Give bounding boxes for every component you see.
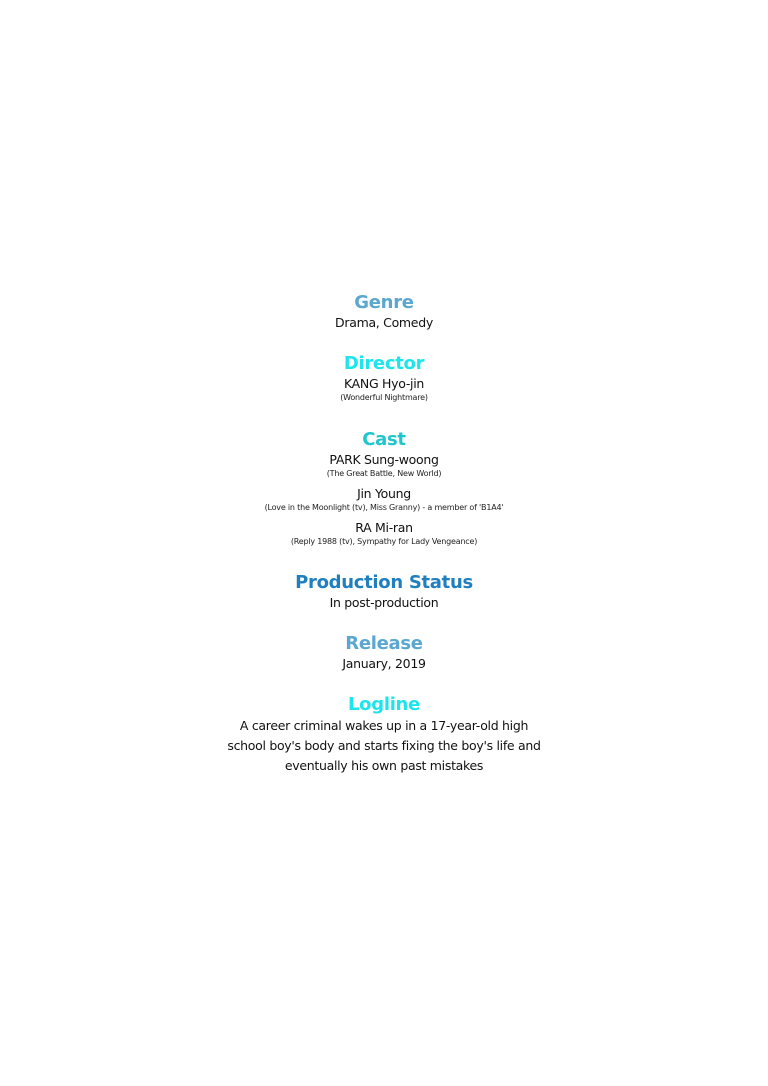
cast-member [0,519,768,553]
genre-section [0,292,768,353]
release-heading: Release [345,633,423,654]
director-name: KANG Hyo-jin [344,376,424,391]
cast-member-credits: (Reply 1988 (tv), Sympathy for Lady Vengeance) [290,537,478,546]
film-info [0,292,768,776]
cast-member [0,485,768,519]
cast-member-credits: (The Great Battle, New World) [326,469,442,478]
cast-member-credits: (Love in the Moonlight (tv), Miss Granny) - a member of 'B1A4' [264,503,504,512]
cast-section [0,429,768,572]
release-section [0,633,768,694]
production-status-value: In post-production [329,595,439,610]
logline-section [0,694,768,776]
cast-heading: Cast [362,429,406,450]
cast-member-name: Jin Young [357,486,411,501]
director-heading: Director [343,353,425,374]
director-section [0,353,768,429]
genre-heading: Genre [354,292,414,313]
cast-member-name: PARK Sung-woong [329,452,439,467]
cast-member-name: RA Mi-ran [355,520,413,535]
logline-heading: Logline [348,694,420,715]
production-status-section [0,572,768,633]
cast-member [0,451,768,485]
release-value: January, 2019 [342,656,426,671]
genre-value: Drama, Comedy [335,315,433,330]
director-credits: (Wonderful Nightmare) [340,393,428,402]
production-status-heading: Production Status [295,572,473,593]
logline-text: A career criminal wakes up in a 17-year-old high school boy's body and starts fixing the boy's life and eventually his own past mistakes [227,718,541,773]
